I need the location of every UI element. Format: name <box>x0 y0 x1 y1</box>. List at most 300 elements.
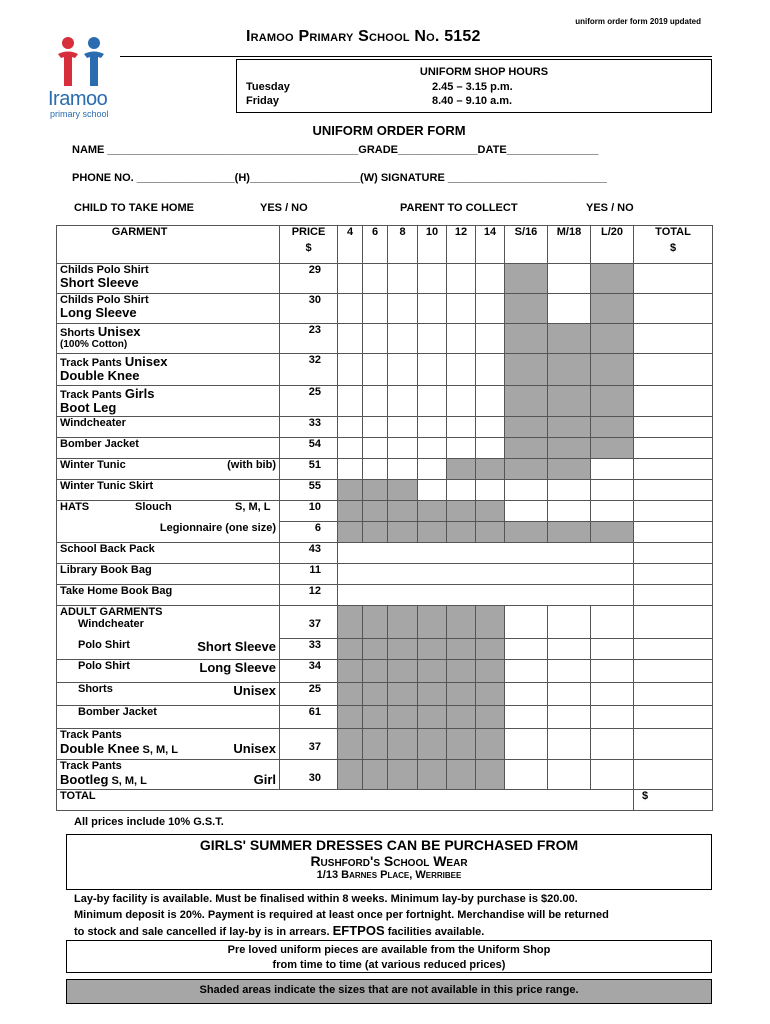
qty-cell[interactable] <box>338 264 363 294</box>
total-cell[interactable] <box>634 438 713 459</box>
size-header: 14 <box>476 226 505 264</box>
unavailable-cell <box>388 501 418 522</box>
qty-cell[interactable] <box>338 417 363 438</box>
garment-note: Unisex <box>233 741 276 756</box>
unavailable-cell <box>363 683 388 706</box>
table-header-row <box>57 226 713 264</box>
parent-collect-label: PARENT TO COLLECT <box>400 202 518 214</box>
layby-line: Minimum deposit is 20%. Payment is required at least once per fortnight. Merchandise will be returned <box>74 909 609 921</box>
preloved-line: from time to time (at various reduced prices) <box>272 959 506 971</box>
unavailable-cell <box>363 480 388 501</box>
parent-collect-yesno[interactable]: YES / NO <box>586 202 634 214</box>
unavailable-cell <box>363 729 388 760</box>
unavailable-cell <box>363 760 388 790</box>
unavailable-cell <box>591 294 634 324</box>
price-cell: 30 <box>280 294 338 324</box>
qty-cell[interactable] <box>388 438 418 459</box>
garment-label: Track Pants <box>60 357 125 369</box>
qty-cell[interactable] <box>476 386 505 417</box>
price-cell: 33 <box>280 417 338 438</box>
qty-cell[interactable] <box>388 386 418 417</box>
qty-cell[interactable] <box>505 760 548 790</box>
price-cell: 37 <box>280 729 338 760</box>
table-row <box>57 459 713 480</box>
children-figures-icon <box>46 36 122 88</box>
garment-cell <box>57 660 280 683</box>
total-cell[interactable] <box>634 660 713 683</box>
unavailable-cell <box>338 760 363 790</box>
qty-cell[interactable] <box>447 480 476 501</box>
unavailable-cell <box>591 438 634 459</box>
total-cell[interactable] <box>634 480 713 501</box>
unavailable-cell <box>447 683 476 706</box>
total-cell[interactable] <box>634 354 713 386</box>
unavailable-cell <box>476 760 505 790</box>
qty-cell[interactable] <box>418 438 447 459</box>
size-header: 8 <box>388 226 418 264</box>
unavailable-cell <box>418 606 447 639</box>
layby-terms <box>74 891 704 940</box>
total-cell[interactable] <box>634 639 713 660</box>
qty-cell[interactable] <box>363 417 388 438</box>
price-cell: 23 <box>280 324 338 354</box>
garment-label: Track Pants <box>60 760 122 772</box>
total-cell[interactable] <box>634 522 713 543</box>
school-title: Iramoo Primary School No. 5152 <box>246 28 481 45</box>
price-cell: 61 <box>280 706 338 729</box>
garment-cell: Library Book Bag <box>57 564 280 585</box>
unavailable-cell <box>418 501 447 522</box>
qty-cell[interactable] <box>476 294 505 324</box>
order-table <box>56 225 713 811</box>
total-row <box>57 790 713 811</box>
total-header-label: TOTAL <box>655 226 691 238</box>
price-cell: 25 <box>280 683 338 706</box>
unavailable-cell <box>388 606 418 639</box>
qty-cell[interactable] <box>548 606 591 639</box>
qty-cell[interactable] <box>505 706 548 729</box>
garment-note: (with bib) <box>227 459 276 471</box>
unavailable-cell <box>338 522 363 543</box>
qty-cell[interactable] <box>447 264 476 294</box>
logo-name: Iramoo <box>48 88 108 110</box>
unavailable-cell <box>476 501 505 522</box>
qty-cell[interactable] <box>505 639 548 660</box>
qty-cell[interactable] <box>418 324 447 354</box>
total-cell[interactable] <box>634 543 713 564</box>
qty-cell[interactable] <box>338 324 363 354</box>
unavailable-cell <box>476 706 505 729</box>
qty-cell[interactable] <box>418 354 447 386</box>
garment-cell <box>57 639 280 660</box>
unavailable-cell <box>418 706 447 729</box>
unavailable-cell <box>505 264 548 294</box>
hours-time: 8.40 – 9.10 a.m. <box>432 95 513 107</box>
garment-label: Shorts <box>78 683 113 695</box>
grand-total-cell[interactable]: $ <box>634 790 713 811</box>
total-cell[interactable] <box>634 729 713 760</box>
unavailable-cell <box>591 522 634 543</box>
qty-cell[interactable] <box>548 660 591 683</box>
price-cell: 29 <box>280 264 338 294</box>
garment-cell: Windcheater <box>57 417 280 438</box>
unavailable-cell <box>447 706 476 729</box>
qty-cell[interactable] <box>338 438 363 459</box>
unavailable-cell <box>338 606 363 639</box>
qty-cell[interactable] <box>447 417 476 438</box>
price-cell: 11 <box>280 564 338 585</box>
unavailable-cell <box>447 606 476 639</box>
qty-cell[interactable] <box>447 294 476 324</box>
qty-cell[interactable] <box>388 324 418 354</box>
qty-cell[interactable] <box>418 417 447 438</box>
child-take-home-label: CHILD TO TAKE HOME <box>74 202 194 214</box>
size-header: M/18 <box>548 226 591 264</box>
unavailable-cell <box>548 354 591 386</box>
garment-cell <box>57 324 280 354</box>
total-cell[interactable] <box>634 417 713 438</box>
garment-label: Polo Shirt <box>78 660 130 672</box>
total-cell[interactable] <box>634 459 713 480</box>
table-row <box>57 294 713 324</box>
unavailable-cell <box>505 354 548 386</box>
unavailable-cell <box>548 522 591 543</box>
garment-label: Childs Polo Shirt <box>60 294 149 306</box>
price-cell: 30 <box>280 760 338 790</box>
qty-cell[interactable] <box>418 480 447 501</box>
qty-cell[interactable] <box>476 264 505 294</box>
shop-hours-title: UNIFORM SHOP HOURS <box>419 66 549 78</box>
unavailable-cell <box>388 729 418 760</box>
garment-header: GARMENT <box>57 226 280 264</box>
unavailable-cell <box>363 706 388 729</box>
total-cell[interactable] <box>634 760 713 790</box>
garment-cell <box>57 729 280 760</box>
garment-cell <box>57 294 280 324</box>
price-header <box>280 226 338 264</box>
qty-cell[interactable] <box>591 683 634 706</box>
garment-label: Windcheater <box>78 618 144 630</box>
qty-cell[interactable] <box>338 459 363 480</box>
total-cell[interactable] <box>634 264 713 294</box>
size-header: 6 <box>363 226 388 264</box>
qty-cell[interactable] <box>591 639 634 660</box>
garment-cell <box>57 264 280 294</box>
qty-cell[interactable] <box>363 459 388 480</box>
garment-sizes: S, M, L <box>235 501 271 513</box>
garment-sizes: S, M, L <box>139 744 178 756</box>
price-cell: 12 <box>280 585 338 606</box>
garment-note: Girl <box>253 772 276 787</box>
summer-dress-box <box>66 834 712 890</box>
garment-sublabel: Bootleg <box>60 772 109 787</box>
qty-cell[interactable] <box>548 480 591 501</box>
qty-cell[interactable] <box>388 417 418 438</box>
qty-cell[interactable] <box>548 683 591 706</box>
update-note: uniform order form 2019 updated <box>575 17 701 26</box>
table-row <box>57 729 713 760</box>
unavailable-cell <box>388 660 418 683</box>
name-grade-date-line[interactable]: NAME _________________________________________GRADE_____________DATE_______________ <box>72 144 599 156</box>
gst-note: All prices include 10% G.S.T. <box>74 816 224 828</box>
table-row <box>57 606 713 639</box>
garment-cell: Bomber Jacket <box>57 706 280 729</box>
shop-hours-box <box>236 59 712 113</box>
unavailable-cell <box>505 294 548 324</box>
child-take-home-yesno[interactable]: YES / NO <box>260 202 308 214</box>
total-cell[interactable] <box>634 564 713 585</box>
unavailable-cell <box>476 683 505 706</box>
unavailable-cell <box>418 683 447 706</box>
unavailable-cell <box>447 522 476 543</box>
garment-sublabel: Short Sleeve <box>60 275 139 290</box>
total-cell[interactable] <box>634 706 713 729</box>
qty-cell[interactable] <box>548 264 591 294</box>
unavailable-cell <box>476 522 505 543</box>
unavailable-cell <box>418 639 447 660</box>
qty-cell[interactable] <box>505 501 548 522</box>
qty-cell[interactable] <box>363 264 388 294</box>
unavailable-cell <box>548 417 591 438</box>
preloved-line: Pre loved uniform pieces are available from the Uniform Shop <box>227 944 551 956</box>
garment-cell: Winter Tunic Skirt <box>57 480 280 501</box>
unavailable-cell <box>505 459 548 480</box>
garment-cell <box>57 760 280 790</box>
unavailable-cell <box>418 660 447 683</box>
table-row <box>57 417 713 438</box>
table-row <box>57 760 713 790</box>
qty-cell[interactable] <box>338 585 634 606</box>
unavailable-cell <box>338 501 363 522</box>
unavailable-cell <box>447 639 476 660</box>
total-cell[interactable] <box>634 585 713 606</box>
qty-cell[interactable] <box>591 729 634 760</box>
qty-cell[interactable] <box>447 438 476 459</box>
garment-label: Winter Tunic <box>60 459 126 471</box>
price-cell: 10 <box>280 501 338 522</box>
qty-cell[interactable] <box>363 294 388 324</box>
unavailable-cell <box>505 522 548 543</box>
unavailable-cell <box>363 522 388 543</box>
qty-cell[interactable] <box>476 438 505 459</box>
unavailable-cell <box>388 760 418 790</box>
qty-cell[interactable] <box>505 606 548 639</box>
phone-signature-line[interactable]: PHONE NO. ________________(H)__________________(W) SIGNATURE __________________________ <box>72 172 607 184</box>
qty-cell[interactable] <box>418 294 447 324</box>
unavailable-cell <box>505 417 548 438</box>
qty-cell[interactable] <box>591 501 634 522</box>
garment-label: HATS <box>60 501 90 513</box>
qty-cell[interactable] <box>548 501 591 522</box>
unavailable-cell <box>338 683 363 706</box>
unavailable-cell <box>388 522 418 543</box>
garment-cell: School Back Pack <box>57 543 280 564</box>
qty-cell[interactable] <box>418 264 447 294</box>
qty-cell[interactable] <box>338 543 634 564</box>
price-cell: 37 <box>280 606 338 639</box>
table-row <box>57 501 713 522</box>
garment-sublabel: Unisex <box>233 683 276 698</box>
form-title: UNIFORM ORDER FORM <box>312 123 466 138</box>
supplier-name: Rushford's School Wear <box>310 853 468 869</box>
qty-cell[interactable] <box>591 760 634 790</box>
qty-cell[interactable] <box>548 760 591 790</box>
qty-cell[interactable] <box>418 459 447 480</box>
qty-cell[interactable] <box>388 264 418 294</box>
qty-cell[interactable] <box>418 386 447 417</box>
price-cell: 43 <box>280 543 338 564</box>
unavailable-cell <box>447 501 476 522</box>
qty-cell[interactable] <box>476 324 505 354</box>
qty-cell[interactable] <box>447 324 476 354</box>
unavailable-cell <box>591 324 634 354</box>
qty-cell[interactable] <box>388 354 418 386</box>
total-cell[interactable] <box>634 501 713 522</box>
garment-cell: Legionnaire (one size) <box>57 522 280 543</box>
table-row <box>57 543 713 564</box>
qty-cell[interactable] <box>447 354 476 386</box>
qty-cell[interactable] <box>363 354 388 386</box>
qty-cell[interactable] <box>548 639 591 660</box>
unavailable-cell <box>548 438 591 459</box>
total-cell[interactable] <box>634 386 713 417</box>
size-header: S/16 <box>505 226 548 264</box>
garment-cell <box>57 386 280 417</box>
summer-dress-heading: GIRLS' SUMMER DRESSES CAN BE PURCHASED FROM <box>199 837 579 853</box>
qty-cell[interactable] <box>591 660 634 683</box>
price-cell: 34 <box>280 660 338 683</box>
qty-cell[interactable] <box>591 459 634 480</box>
table-row <box>57 660 713 683</box>
garment-sublabel: Double Knee <box>60 741 140 756</box>
qty-cell[interactable] <box>548 706 591 729</box>
unavailable-cell <box>476 606 505 639</box>
garment-cell <box>57 354 280 386</box>
garment-sublabel: Long Sleeve <box>60 305 137 320</box>
price-cell: 6 <box>280 522 338 543</box>
table-row <box>57 522 713 543</box>
table-row <box>57 324 713 354</box>
unavailable-cell <box>505 438 548 459</box>
garment-note: Double Knee <box>60 368 140 383</box>
table-row <box>57 386 713 417</box>
school-logo <box>46 36 122 122</box>
qty-cell[interactable] <box>505 660 548 683</box>
total-cell[interactable] <box>634 324 713 354</box>
price-cell: 33 <box>280 639 338 660</box>
unavailable-cell <box>505 386 548 417</box>
price-cell: 54 <box>280 438 338 459</box>
garment-sublabel: Long Sleeve <box>199 660 276 675</box>
qty-cell[interactable] <box>476 354 505 386</box>
price-cell: 25 <box>280 386 338 417</box>
garment-sublabel: Slouch <box>135 501 172 513</box>
adult-garments-heading: ADULT GARMENTS <box>60 606 163 618</box>
qty-cell[interactable] <box>505 480 548 501</box>
shaded-legend: Shaded areas indicate the sizes that are not available in this price range. <box>66 979 712 1004</box>
total-cell[interactable] <box>634 606 713 639</box>
qty-cell[interactable] <box>548 294 591 324</box>
qty-cell[interactable] <box>338 386 363 417</box>
unavailable-cell <box>338 706 363 729</box>
qty-cell[interactable] <box>591 480 634 501</box>
price-cell: 32 <box>280 354 338 386</box>
price-header-label: PRICE <box>291 226 326 238</box>
qty-cell[interactable] <box>363 386 388 417</box>
qty-cell[interactable] <box>447 386 476 417</box>
qty-cell[interactable] <box>388 294 418 324</box>
garment-note: Boot Leg <box>60 400 117 415</box>
unavailable-cell <box>447 459 476 480</box>
garment-label: Polo Shirt <box>78 638 130 651</box>
unavailable-cell <box>447 660 476 683</box>
hours-day: Friday <box>246 95 280 107</box>
garment-cell: Take Home Book Bag <box>57 585 280 606</box>
unavailable-cell <box>476 639 505 660</box>
qty-cell[interactable] <box>363 438 388 459</box>
table-row <box>57 438 713 459</box>
qty-cell[interactable] <box>548 729 591 760</box>
unavailable-cell <box>476 459 505 480</box>
garment-cell: Bomber Jacket <box>57 438 280 459</box>
qty-cell[interactable] <box>476 480 505 501</box>
qty-cell[interactable] <box>338 354 363 386</box>
qty-cell[interactable] <box>338 294 363 324</box>
unavailable-cell <box>363 606 388 639</box>
unavailable-cell <box>338 480 363 501</box>
title-divider <box>120 56 712 57</box>
total-cell[interactable] <box>634 683 713 706</box>
unavailable-cell <box>418 522 447 543</box>
unavailable-cell <box>388 706 418 729</box>
table-row <box>57 706 713 729</box>
unavailable-cell <box>388 683 418 706</box>
price-cell: 55 <box>280 480 338 501</box>
qty-cell[interactable] <box>338 564 634 585</box>
unavailable-cell <box>447 760 476 790</box>
hours-day: Tuesday <box>246 81 290 93</box>
qty-cell[interactable] <box>591 706 634 729</box>
garment-cell <box>57 501 280 522</box>
garment-label: Childs Polo Shirt <box>60 264 149 276</box>
qty-cell[interactable] <box>363 324 388 354</box>
size-header: 12 <box>447 226 476 264</box>
qty-cell[interactable] <box>388 459 418 480</box>
eftpos-label: EFTPOS <box>332 923 385 938</box>
unavailable-cell <box>338 660 363 683</box>
unavailable-cell <box>548 324 591 354</box>
total-cell[interactable] <box>634 294 713 324</box>
layby-line: facilities available. <box>384 926 485 938</box>
total-label: TOTAL <box>57 790 634 811</box>
table-row <box>57 264 713 294</box>
unavailable-cell <box>548 459 591 480</box>
unavailable-cell <box>363 639 388 660</box>
qty-cell[interactable] <box>591 606 634 639</box>
hours-time: 2.45 – 3.15 p.m. <box>432 81 513 93</box>
garment-cell <box>57 459 280 480</box>
unavailable-cell <box>505 324 548 354</box>
garment-label: Track Pants <box>60 389 125 401</box>
qty-cell[interactable] <box>476 417 505 438</box>
table-row <box>57 639 713 660</box>
unavailable-cell <box>418 729 447 760</box>
qty-cell[interactable] <box>505 729 548 760</box>
qty-cell[interactable] <box>505 683 548 706</box>
price-unit: $ <box>305 242 312 254</box>
size-header: L/20 <box>591 226 634 264</box>
unavailable-cell <box>591 264 634 294</box>
